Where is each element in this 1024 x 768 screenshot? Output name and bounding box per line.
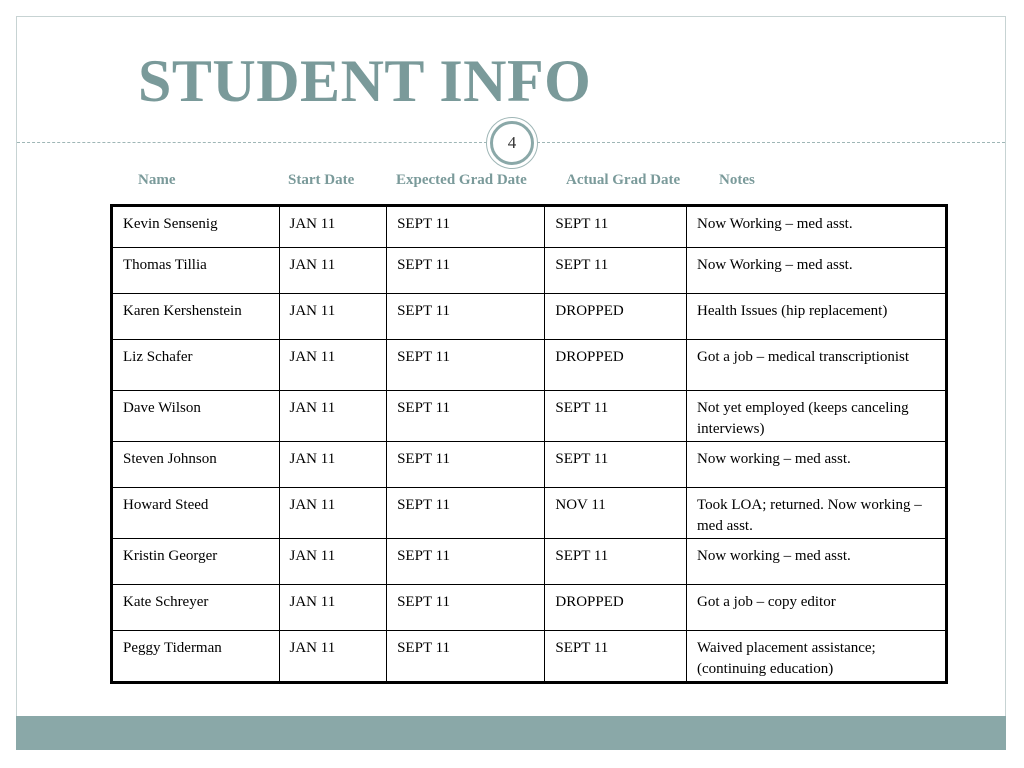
cell-start-date: JAN 11: [279, 340, 387, 391]
cell-name: Dave Wilson: [112, 391, 280, 442]
cell-name: Karen Kershenstein: [112, 294, 280, 340]
table-row: [112, 585, 947, 631]
cell-expected-grad-date: SEPT 11: [387, 391, 545, 442]
cell-notes: Now Working – med asst.: [687, 206, 947, 248]
table-row: [112, 248, 947, 294]
column-header-notes: Notes: [719, 172, 755, 188]
cell-start-date: JAN 11: [279, 585, 387, 631]
cell-expected-grad-date: SEPT 11: [387, 488, 545, 539]
cell-notes: Now Working – med asst.: [687, 248, 947, 294]
table-row: [112, 539, 947, 585]
cell-start-date: JAN 11: [279, 294, 387, 340]
column-header-name: Name: [138, 172, 176, 188]
table-row: [112, 631, 947, 683]
table-row: [112, 488, 947, 539]
cell-notes: Now working – med asst.: [687, 442, 947, 488]
page-number-badge: [486, 117, 538, 169]
cell-expected-grad-date: SEPT 11: [387, 442, 545, 488]
cell-name: Thomas Tillia: [112, 248, 280, 294]
cell-expected-grad-date: SEPT 11: [387, 585, 545, 631]
cell-name: Kristin Georger: [112, 539, 280, 585]
cell-actual-grad-date: NOV 11: [545, 488, 687, 539]
table-row: [112, 294, 947, 340]
cell-actual-grad-date: DROPPED: [545, 585, 687, 631]
cell-expected-grad-date: SEPT 11: [387, 539, 545, 585]
cell-expected-grad-date: SEPT 11: [387, 294, 545, 340]
slide-title: STUDENT INFO: [138, 48, 592, 114]
column-header-start-date: Start Date: [288, 172, 355, 188]
cell-start-date: JAN 11: [279, 206, 387, 248]
footer-bar: [16, 716, 1006, 750]
cell-name: Steven Johnson: [112, 442, 280, 488]
cell-actual-grad-date: SEPT 11: [545, 631, 687, 683]
cell-notes: Health Issues (hip replacement): [687, 294, 947, 340]
divider-right: [537, 142, 1005, 143]
cell-notes: Not yet employed (keeps canceling interviews): [687, 391, 947, 442]
cell-expected-grad-date: SEPT 11: [387, 206, 545, 248]
cell-actual-grad-date: DROPPED: [545, 294, 687, 340]
cell-actual-grad-date: SEPT 11: [545, 442, 687, 488]
cell-expected-grad-date: SEPT 11: [387, 340, 545, 391]
cell-name: Howard Steed: [112, 488, 280, 539]
cell-name: Peggy Tiderman: [112, 631, 280, 683]
cell-notes: Took LOA; returned. Now working – med asst.: [687, 488, 947, 539]
table-row: [112, 442, 947, 488]
cell-start-date: JAN 11: [279, 442, 387, 488]
column-header-expected-grad-date: Expected Grad Date: [396, 172, 527, 188]
column-header-actual-grad-date: Actual Grad Date: [566, 172, 681, 188]
cell-actual-grad-date: SEPT 11: [545, 206, 687, 248]
student-table: [110, 204, 948, 684]
cell-actual-grad-date: SEPT 11: [545, 248, 687, 294]
cell-name: Kate Schreyer: [112, 585, 280, 631]
cell-notes: Got a job – medical transcriptionist: [687, 340, 947, 391]
cell-start-date: JAN 11: [279, 391, 387, 442]
cell-name: Liz Schafer: [112, 340, 280, 391]
cell-start-date: JAN 11: [279, 248, 387, 294]
cell-actual-grad-date: SEPT 11: [545, 539, 687, 585]
page-number: 4: [490, 121, 534, 165]
cell-start-date: JAN 11: [279, 488, 387, 539]
cell-actual-grad-date: DROPPED: [545, 340, 687, 391]
column-headers: [0, 172, 1024, 192]
cell-start-date: JAN 11: [279, 631, 387, 683]
divider-left: [17, 142, 487, 143]
cell-actual-grad-date: SEPT 11: [545, 391, 687, 442]
cell-notes: Now working – med asst.: [687, 539, 947, 585]
cell-name: Kevin Sensenig: [112, 206, 280, 248]
cell-start-date: JAN 11: [279, 539, 387, 585]
cell-notes: Got a job – copy editor: [687, 585, 947, 631]
cell-notes: Waived placement assistance; (continuing education): [687, 631, 947, 683]
table-row: [112, 206, 947, 248]
cell-expected-grad-date: SEPT 11: [387, 631, 545, 683]
cell-expected-grad-date: SEPT 11: [387, 248, 545, 294]
table-row: [112, 340, 947, 391]
table-row: [112, 391, 947, 442]
